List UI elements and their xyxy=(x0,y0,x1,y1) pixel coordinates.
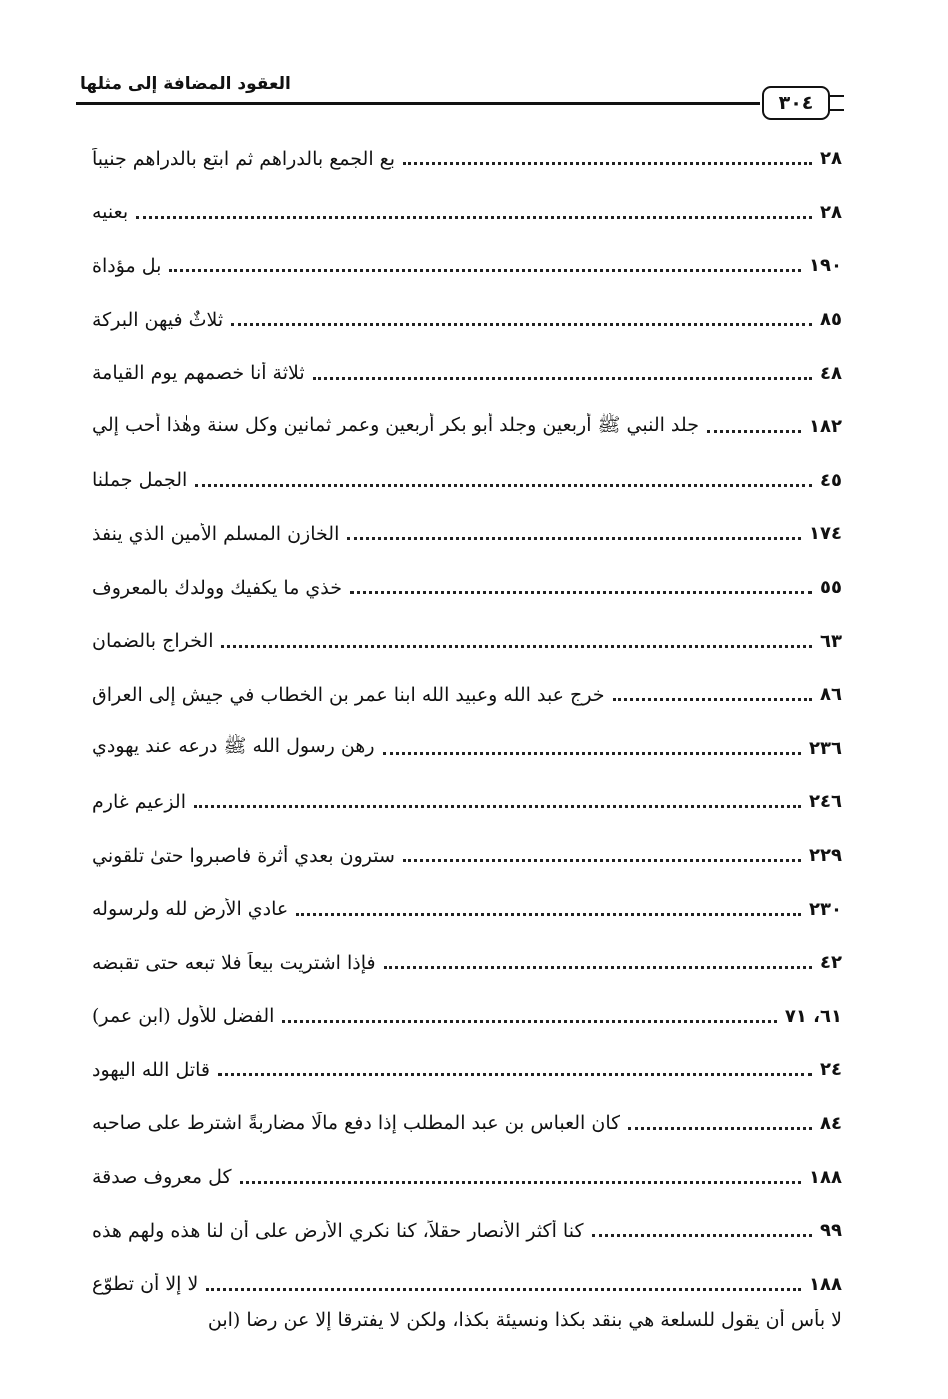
index-entry xyxy=(92,346,842,400)
index-entry xyxy=(92,1150,842,1204)
entry-page-ref: ٢٤٦ xyxy=(809,791,842,813)
entry-text: الفضل للأول (ابن عمر) xyxy=(92,1005,275,1028)
index-entry xyxy=(92,722,842,776)
entry-text: بل مؤداة xyxy=(92,254,162,277)
leader-dots xyxy=(707,430,801,433)
entry-text: خذي ما يكفيك وولدك بالمعروف xyxy=(92,576,342,599)
entry-page-ref: ٤٢ xyxy=(820,952,842,974)
index-entry xyxy=(92,239,842,293)
entry-page-ref: ١٨٢ xyxy=(809,416,842,438)
entry-page-ref: ٨٦ xyxy=(820,684,842,706)
entry-text: بع الجمع بالدراهم ثم ابتع بالدراهم جنيباً xyxy=(92,147,396,170)
entry-text: خرج عبد الله وعبيد الله ابنا عمر بن الخطاب في جيش إلى العراق xyxy=(92,683,605,706)
entry-text: قاتل الله اليهود xyxy=(92,1058,211,1081)
page-box-ornament-bottom xyxy=(830,109,844,111)
entry-page-ref: ٦٣ xyxy=(820,630,842,652)
entry-page-ref: ٤٨ xyxy=(820,362,842,384)
leader-dots xyxy=(592,1234,813,1237)
entry-page-ref: ٨٤ xyxy=(820,1112,842,1134)
entry-page-ref: ١٨٨ xyxy=(809,1166,842,1188)
entry-page-ref: ٨٥ xyxy=(820,309,842,331)
leader-dots xyxy=(613,698,812,701)
entry-page-ref: ١٧٤ xyxy=(809,523,842,545)
entry-text: فإذا اشتريت بيعاً فلا تبعه حتى تقبضه xyxy=(92,951,376,974)
leader-dots xyxy=(347,537,801,540)
entry-text: كان العباس بن عبد المطلب إذا دفع مالًا مضاربةً اشترط على صاحبه xyxy=(92,1112,621,1135)
entry-text: الجمل جملنا xyxy=(92,469,188,492)
leader-dots xyxy=(403,859,801,862)
continued-entry-text: لا بأس أن يقول للسلعة هي بنقد بكذا ونسيئة بكذا، ولكن لا يفترقا إلا عن رضا (ابن xyxy=(207,1309,842,1331)
entry-text: ثلاثة أنا خصمهم يوم القيامة xyxy=(92,362,305,385)
leader-dots xyxy=(296,913,801,916)
entry-page-ref: ٥٥ xyxy=(820,577,842,599)
leader-dots xyxy=(218,1073,812,1076)
entry-text: لا إلا أن تطوّع xyxy=(92,1273,199,1296)
index-entry xyxy=(92,1097,842,1151)
entry-text: الخازن المسلم الأمين الذي ينفذ xyxy=(92,522,340,545)
page-box-ornament-top xyxy=(830,95,844,97)
entry-page-ref: ٩٩ xyxy=(820,1220,842,1242)
leader-dots xyxy=(313,377,812,380)
entry-text: رهن رسول الله ﷺ درعه عند يهودي xyxy=(92,735,375,758)
index-entry xyxy=(92,936,842,990)
leader-dots xyxy=(221,645,812,648)
entry-text: الزعيم غارم xyxy=(92,790,186,813)
entry-text: ثلاثٌ فيهن البركة xyxy=(92,308,224,331)
index-entry xyxy=(92,561,842,615)
page-header xyxy=(76,70,848,130)
entry-page-ref: ١٨٨ xyxy=(809,1273,842,1295)
entry-page-ref: ٢٤ xyxy=(820,1059,842,1081)
entry-page-ref: ١٩٠ xyxy=(809,255,842,277)
entry-page-ref: ٦١، ٧١ xyxy=(784,1005,842,1027)
leader-dots xyxy=(240,1181,801,1184)
entry-page-ref: ٢٣٠ xyxy=(809,898,842,920)
leader-dots xyxy=(384,966,812,969)
index-entry xyxy=(92,132,842,186)
leader-dots xyxy=(206,1288,801,1291)
index-entry xyxy=(92,1204,842,1258)
index-entry xyxy=(92,454,842,508)
index-entry xyxy=(92,293,842,347)
leader-dots xyxy=(350,591,812,594)
entry-page-ref: ٤٥ xyxy=(820,469,842,491)
index-entry xyxy=(92,668,842,722)
index-entry xyxy=(92,614,842,668)
leader-dots xyxy=(403,162,812,165)
header-rule xyxy=(76,102,760,105)
leader-dots xyxy=(231,323,812,326)
running-title: العقود المضافة إلى مثلها xyxy=(80,74,291,94)
index-entry xyxy=(92,829,842,883)
page-number-box xyxy=(762,86,830,120)
entry-text: عادي الأرض لله ولرسوله xyxy=(92,898,289,921)
entry-text: كل معروف صدقة xyxy=(92,1166,232,1189)
entry-text: الخراج بالضمان xyxy=(92,630,214,653)
entry-text: كنا أكثر الأنصار حقلاً، كنا نكري الأرض على أن لنا هذه ولهم هذه xyxy=(92,1219,584,1242)
index-entry xyxy=(92,990,842,1044)
hadith-index-list xyxy=(92,132,842,1311)
leader-dots xyxy=(194,805,801,808)
index-entry xyxy=(92,1043,842,1097)
entry-page-ref: ٢٨ xyxy=(820,201,842,223)
leader-dots xyxy=(628,1127,812,1130)
entry-text: بعنيه xyxy=(92,201,129,224)
entry-page-ref: ٢٣٦ xyxy=(809,737,842,759)
leader-dots xyxy=(136,216,812,219)
entry-text: جلد النبي ﷺ أربعين وجلد أبو بكر أربعين وعمر ثمانين وكل سنة وهٰذا أحب إلي xyxy=(92,413,699,436)
index-entry xyxy=(92,775,842,829)
entry-text: سترون بعدي أثرة فاصبروا حتىٰ تلقوني xyxy=(92,844,395,867)
index-entry xyxy=(92,1257,842,1311)
leader-dots xyxy=(282,1020,776,1023)
page-number: ٣٠٤ xyxy=(778,92,814,114)
leader-dots xyxy=(195,484,812,487)
index-entry xyxy=(92,882,842,936)
entry-page-ref: ٢٢٩ xyxy=(809,845,842,867)
leader-dots xyxy=(383,752,802,755)
index-entry xyxy=(92,507,842,561)
index-entry xyxy=(92,400,842,454)
leader-dots xyxy=(169,269,801,272)
entry-page-ref: ٢٨ xyxy=(820,148,842,170)
index-entry xyxy=(92,186,842,240)
